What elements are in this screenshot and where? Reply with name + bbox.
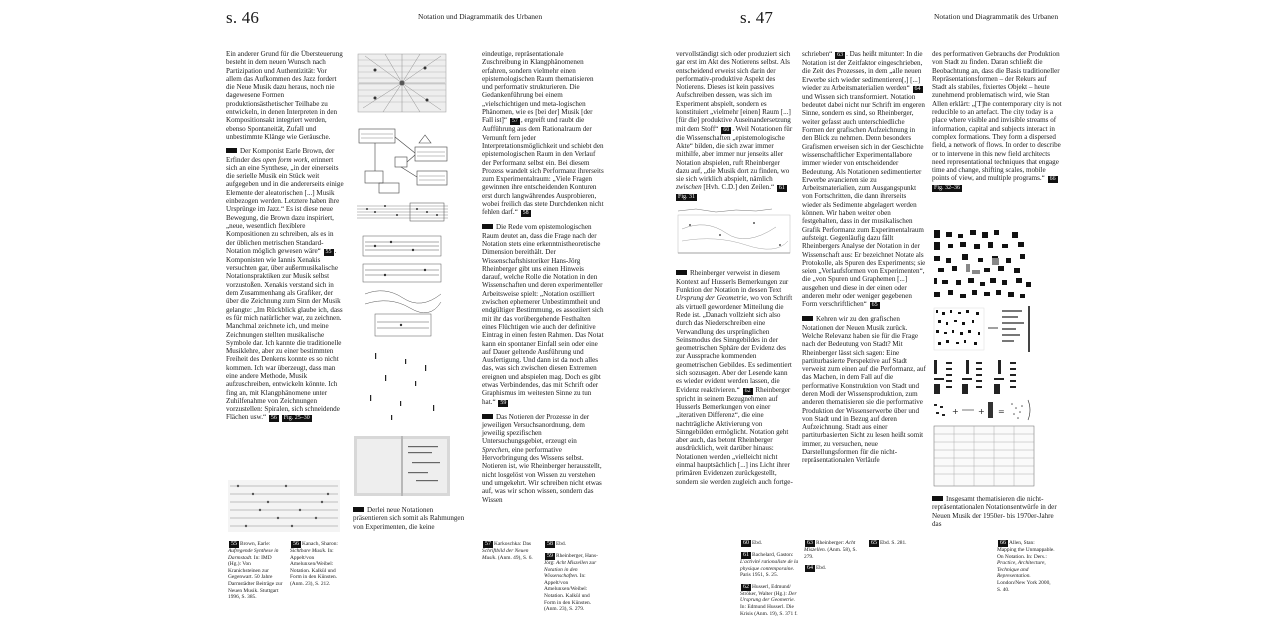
paragraph-marker	[353, 507, 364, 512]
page-number-left: s. 46	[226, 8, 260, 27]
footnote-ref[interactable]: 66	[1049, 176, 1056, 183]
paragraph: Derlei neue Notationen präsentieren sich somit als Rahmungen von Experimenten, die keine	[353, 506, 465, 531]
running-head-right: Notation und Diagrammatik des Urbanen	[934, 12, 1059, 21]
figure-radial-score	[355, 50, 450, 115]
footnote-60-62	[740, 540, 802, 622]
footnote-63: 63 Rheinberger: Acht Miszellen. (Anm. 58), S. 279.	[804, 540, 857, 560]
left-column-2	[353, 506, 465, 537]
figure-ref[interactable]: Fig. 25–30	[283, 415, 310, 422]
paragraph-marker	[676, 270, 687, 275]
paragraph: Kehren wir zu den grafischen Notationen der Neuen Musik zurück. Welche Relevanz haben sie für die Frage nach der Bedeutung von Stadt? Mit Rheinberger lässt sich sagen: Eine partiturbasierte Perspektive auf Stadt verweist zum einen auf die Performanz, auf das Machen, in dem Fall auf die performative Konstruktion von Stadt und deren Modi der Wissensproduktion, zum anderen thematisieren sie die performative Produktion der Wissenserwerbe über und von Stadt und in Bezug auf deren Aufzeichnung. Stadt aus einer partiturbasierten Sicht zu lesen heißt somit immer, zu versuchen, neue Darstellungsformen für die nicht-repräsentationalen Verläufe	[802, 315, 926, 465]
figure-dot-score	[355, 345, 450, 425]
footnote-ref[interactable]: 58	[522, 210, 529, 217]
footnote-ref[interactable]: 64	[914, 85, 921, 92]
footnote-ref[interactable]: 55	[325, 248, 332, 255]
footnote-62: 62 Husserl, Edmund/ Ströker, Walter (Hg.): Der Ursprung der Geometrie. In: Edmund Husserl. Die Krisis (Anm. 19), S. 371 f.	[740, 583, 798, 617]
right-column-3-lower	[932, 495, 1062, 534]
figure-columns	[934, 360, 1016, 394]
left-column-1	[226, 50, 344, 428]
footnote-60: 60 Ebd.	[743, 540, 763, 546]
figure-ref[interactable]: Fig. 31	[678, 194, 696, 201]
footnote-ref[interactable]: 57	[511, 118, 518, 125]
footnote-ref[interactable]: 56	[270, 415, 277, 422]
paragraph: Insgesamt thematisieren die nicht-repräsentationalen Notationsentwürfe in der Neuen Musik der 1950er- bis 1970er-Jahre das	[932, 495, 1057, 528]
paragraph-marker	[482, 414, 493, 419]
figure-table-chart	[934, 426, 1034, 486]
right-column-3	[932, 50, 1062, 198]
paragraph-marker	[932, 496, 943, 501]
svg-text:+: +	[978, 407, 985, 416]
paragraph: Rheinberger verweist in diesem Kontext auf Husserls Bemerkungen zur Funktion der Notation in dessen Text Ursprung der Geometrie, wo von Schrift als virtuell gewordener Mitteilung die Rede ist. „Danach vollzieht sich also durch das Niederschreiben eine Verwandlung des ursprünglichen Seinsmodus des Sinngebildes in der geometrischen Sphäre der Evidenz des zur Aussprache kommenden geometrischen Gebildes. Es sedimentiert sich sozusagen. Aber der Lesende kann es wieder evident werden lassen, die Evidenz reaktivieren.“ 62 Rheinberger spricht in seinem Bezugnehmen auf Husserls Bemerkungen von einer „iterativen Differenz“, die eine nachträgliche Aktivierung von Sinngebilden ermöglicht. Notation geht aber auch, das betont Rheinberger ausdrücklich, weit darüber hinaus: Notationen werden „vielleicht nicht einmal hauptsächlich [...] ins Licht ihrer primären Evidenzen zurückgestellt, sondern sie werden zugleich auch fortge-	[676, 269, 793, 486]
footnote-ref[interactable]: 59	[500, 399, 507, 406]
figure-diagrams-stack	[932, 228, 1037, 490]
paragraph-marker	[802, 316, 813, 321]
paragraph: Das Notieren der Prozesse in der jeweiligen Versuchsanordnung, dem jeweilig spezifischen Untersuchungsgebiet, erzeugt ein Sprechen, eine performative Hervorbringung des Wissens selbst. Notieren ist, wie Rheinberger herausstellt, nicht losgelöst von Wissen zu verstehen und umgekehrt. Wir schreiben nicht etwas auf, was wir schon wissen, sondern das Wissen	[482, 412, 602, 504]
footnote-ref[interactable]: 62	[744, 387, 751, 394]
footnote-64: 64 Ebd.	[807, 565, 827, 572]
figure-equation	[934, 400, 1030, 420]
svg-text:+: +	[952, 407, 959, 416]
footnote-66: 66 Allen, Stan: Mapping the Unmappable. On Notation. In: Ders.: Practice, Architecture, Technique and Representation. London/New York 2000, S. 40.	[997, 540, 1055, 593]
left-column-3	[482, 50, 604, 510]
footnote-56: 56 Kanach, Sharon: Sichtbare Musik. In: Appelt/von Amelunxen/Weibel: Notation. Kalkül und Form in den Künsten. (Anm. 23), S. 212.	[290, 541, 338, 587]
paragraph: vervollständigt sich oder produziert sich gar erst im Akt des Notierens selbst. Als entscheidend erweist sich darin der performativ-produktive Aspekt des Notierens. Dieses ist kein passives Aufschreiben dessen, was sich im Experiment abspielt, sondern es konstituiert „vielmehr [einen] Raum [...] [für die] produktive Auseinandersetzung mit dem Stoff“ 60 . Weil Notationen für die Wissenschaften „epistemologische Akte“ bilden, die sich zwar immer mithilfe, aber immer nur jenseits aller Notation abspielen, ruft Rheinberger dazu auf, „die Musik dort zu finden, wo sie sich wirklich abspielt, nämlich zwischen [Hvh. C.D.] den Zeilen.“ 61 Fig. 31	[676, 50, 793, 201]
paragraph: Ein anderer Grund für die Übersteuerung besteht in dem neuen Wunsch nach Partizipation und Authentizität: Vor allem das Aufkommen des Jazz fordert die Neue Musik dazu heraus, noch nie dagewesene Formen produktionsästhetischer Teilhabe zu entwickeln, in denen Interpreten in den Kompositionsakt integriert werden, ebenso Spontaneität, Zufall und unbestimmte Klänge wie Geräusche.	[226, 50, 343, 141]
figure-ref[interactable]: Fig. 32–36	[934, 185, 961, 192]
footnote-ref[interactable]: 61	[778, 185, 785, 192]
running-head-left: Notation und Diagrammatik des Urbanen	[418, 12, 543, 21]
figure-score-image	[228, 480, 340, 532]
figure-block-field	[934, 230, 1031, 298]
footnote-ref[interactable]: 63	[837, 52, 844, 58]
paragraph: eindeutige, repräsentationale Zuschreibung in Klangphänomenen erfahren, sondern vielmehr einen epistemologischen Raum thematisieren und performativ strukturieren. Die Gedankenführung bei einem „vielschichtigen und meta-logischen Phänomen, wie es [bei der] Musik [der Fall ist]“ 57 , ergreift und raubt die Aufführung aus dem Rationalraum der Vernunft fern jeder Interpretationsmöglichkeit und schiebt den epistemologischen Raum in den Verlauf der Performanz selbst ein. Bei diesem Prozess wandelt sich Performanz ihrerseits zum Experimentalraum: „Viele Fragen gewinnen ihre entscheidenden Konturen erst durch langwährendes Ausprobieren, wobei freilich das stete Durchdenken nicht fehlen darf.“ 58	[482, 50, 604, 217]
figure-open-book	[352, 432, 452, 500]
footnote-58: 58 Ebd.	[547, 541, 567, 547]
footnote-59: 59 Rheinberger, Hans-Jörg: Acht Miszellen zur Notation in den Wissenschaften. In: Appelt/von Amelunxen/Weibel: Notation. Kalkül und Form in den Künsten. (Anm. 23), S. 279.	[544, 553, 598, 613]
footnote-63-64	[804, 540, 866, 577]
paragraph: schrieben“ 63 . Das heißt mitunter: In die Notation ist der Zeitfaktor eingeschrieben, die Zeit des Prozesses, in dem „alle neuen Erwerbe sich wieder sedimentieren[,] [...] wieder zu Arbeitsmaterialien werden“ 64 und Wissen sich transformiert. Notation bedeutet dabei nicht nur Schrift im engeren Sinne, sondern es sind, so Rheinberger, weiter gefasst auch unterschiedliche Formen der grafischen Aufzeichnung in den Blick zu nehmen. Denn besonders Grafismen erweisen sich in der Geschichte wissenschaftlicher Experimentallabore immer wieder von entscheidender Bedeutung. Als Notationen sedimentierter Erwerbe avancieren sie zu Arbeitsmaterialien, zum Ausgangspunkt von Fortschritten, die dann ihrerseits wieder als Sedimente abgelagert werden können. Wir haben weiter oben festgehalten, dass in der musikalischen Grafik Performanz zum Experimentalraum aufsteigt. Gegenläufig dazu fällt Rheinbergers Analyse der Notation in der Wissenschaft aus: Er bezeichnet Notate als Protokolle, als Spuren des Experiments; sie seien „Verlaufsformen von Experimenten“, die „von Spuren und Graphemen [...] ausgehen und diese in der einen oder anderen mehr oder weniger gegebenen Form verschriftlichen“ 65	[802, 50, 926, 309]
page-number-right: s. 47	[740, 8, 774, 27]
paragraph-marker	[226, 148, 237, 153]
footnote-ref[interactable]: 65	[871, 302, 878, 309]
paragraph: Die Rede vom epistemologischen Raum deutet an, dass die Frage nach der Notation stets eine erkenntnistheoretische Dimension bereithält. Der Wissenschaftshistoriker Hans-Jörg Rheinberger gibt uns einen Hinweis darauf, welche Rolle die Notation in den Wissenschaften und deren experimenteller Arbeitsweise spielt: „Notation oszilliert zwischen ephemerer Unbestimmtheit und endgültiger Bestimmung, es assoziiert sich mit ihr das vorübergehende Festhalten eines Flüchtigen wie auch der definitive Eintrag in einen festen Rahmen. Das Notat kann ein spontaner Einfall sein oder eine auf Dauer geltende Ausführung und Ausfertigung. Und dann ist da noch alles das, was sich zwischen diesen Extremen ereignen und abspielen mag. Doch es gibt etwas Verbindendes, das mit Schrift oder Graphismus im weitesten Sinne zu tun hat.“ 59	[482, 223, 604, 406]
right-column-2	[802, 50, 926, 471]
paragraph-marker	[482, 224, 493, 229]
footnote-65: 65 Ebd. S. 281.	[871, 540, 907, 546]
footnote-58-59	[544, 541, 602, 618]
paragraph: Der Komponist Earle Brown, der Erfinder des open form work, erinnert sich an eine Synthese, „in der einerseits die serielle Musik ein Stück weit aufgegeben und in die andererseits einige Elemente der aleatorischen [...] Musik einbezogen werden. Letztere haben ihre Ursprünge im Jazz.“ Es ist diese neue Bewegung, die Brown dazu inspiriert, „neue, wesentlich flexiblere Kompositionen zu schreiben, als es in der üblichen metrischen Standard-Notation möglich gewesen wäre“ 55 . Komponisten wie Iannis Xenakis versuchten gar, über außermusikalische Notationspraktiken zur Musik selbst vorzustoßen. Xenakis verstand sich in dem Zusammenhang als Grafiker, der über die Zeichnung zum Sinn der Musik gelangte: „Im Rückblick glaube ich, dass es für mich natürlicher war, zu zeichnen. Manchmal zeichnete ich, und meine Zeichnungen stellten musikalische Symbole dar. Ich kannte die traditionelle Musiklehre, aber zu einer bestimmten Freiheit des Denkens konnte es so nicht kommen. Ich war überzeugt, dass man eine andere Methode, Musik aufzuschreiben, entwickeln könnte. Ich fing an, mit Klangphänomene unter Zuhilfenahme von Zeichnungen vorzustellen: Spiralen, sich schneidende Flächen usw.“ 56 Fig. 25–30	[226, 147, 344, 422]
figure-notation-sketch	[676, 205, 794, 261]
paragraph: des performativen Gebrauchs der Produktion von Stadt zu finden. Daran schließt die Beobachtung an, dass die Basis traditioneller Repräsentationsformen – der Rekurs auf Stadt als stabiles, fixiertes Objekt – heute zunehmend problematisch wird, wie Stan Allen erklärt: „[T]he contemporary city is not reducible to an artefact. The city today is a place where visible and invisible streams of information, capital and subjects interact in complex formations. They form a dispersed field, a network of flows. In order to describe or to intervene in this new field architects need representational techniques that engage time and change, shifting scales, mobile points of view, and multiple programs.“ 66 Fig. 32–36	[932, 50, 1062, 192]
right-column-1	[676, 50, 794, 492]
figure-network-score	[355, 125, 450, 195]
footnote-61: 61 Bachelard, Gaston: L'activité rationaliste de la physique contemporaine. Paris 1951, S. 25.	[740, 552, 799, 579]
figure-dots-and-bars	[934, 306, 1030, 352]
svg-text:=: =	[998, 407, 1005, 416]
footnote-57: 57 Karkoschka: Das Schriftbild der Neuen Musik. (Anm. 49), S. 6.	[482, 541, 533, 561]
footnote-55: 55 Brown, Earle: Aufregende Synthese in Darmstadt. In: IMD (Hg.): Von Kranichsteinen zur Gegenwart. 50 Jahre Darmstädter Beiträge zur Neuen Musik. Stuttgart 1996, S. 385.	[228, 541, 283, 601]
footnote-ref[interactable]: 60	[723, 126, 730, 133]
figure-staff-score	[355, 200, 450, 228]
figure-music-sketch	[355, 232, 450, 342]
